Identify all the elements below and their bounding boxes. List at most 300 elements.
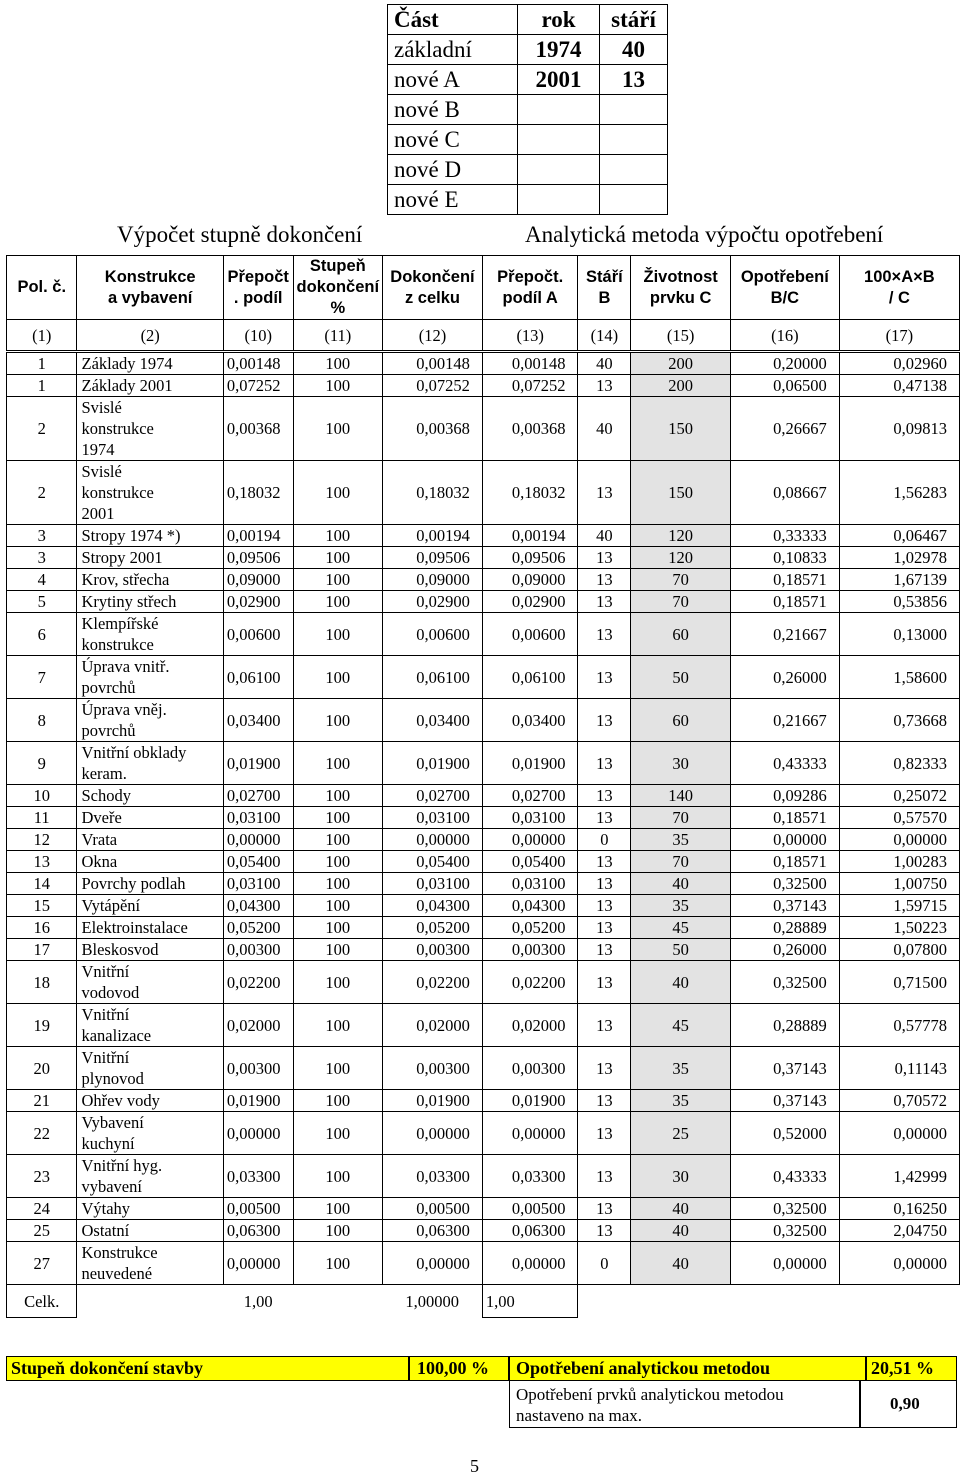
age-b: 13 [578,461,631,525]
item-number: 3 [7,525,77,547]
item-name-line: Povrchy podlah [81,874,186,893]
wear-result: 1,56283 [839,461,959,525]
item-name-line: Ohřev vody [81,1091,160,1110]
wear-ratio: 0,18571 [730,807,839,829]
item-name-line: vodovod [81,983,140,1002]
item-name [77,525,223,547]
share-value: 0,05400 [223,851,293,873]
item-number: 24 [7,1198,77,1220]
completion-percent: 100 [293,1198,383,1220]
age-b: 13 [578,939,631,961]
wear-ratio: 0,00000 [730,829,839,851]
totals-label: Celk. [7,1285,77,1318]
wear-result: 1,00283 [839,851,959,873]
item-name [77,1090,223,1112]
wear-result: 0,07800 [839,939,959,961]
table-row [7,375,960,397]
wear-result: 0,73668 [839,699,959,742]
completion-percent: 100 [293,699,383,742]
age-b: 13 [578,1220,631,1242]
item-number: 25 [7,1220,77,1242]
item-name [77,1004,223,1047]
completion-percent: 100 [293,742,383,785]
table-row [7,1242,960,1285]
share-value: 0,18032 [223,461,293,525]
share-value: 0,05200 [223,917,293,939]
age-b: 13 [578,1004,631,1047]
wear-result: 0,00000 [839,1242,959,1285]
wear-result: 1,42999 [839,1155,959,1198]
age-b: 13 [578,656,631,699]
max-wear-label-1: Opotřebení prvků analytickou metodou [516,1385,784,1404]
item-name-line: Svislé [81,398,122,417]
share-value: 0,00368 [223,397,293,461]
lifetime-c: 70 [631,851,731,873]
share-value: 0,00000 [223,1242,293,1285]
top-cell [518,125,600,155]
column-header-line: . podíl [233,288,283,307]
max-wear-box [509,1381,957,1428]
age-b: 40 [578,352,631,375]
age-b: 13 [578,547,631,569]
table-row [7,742,960,785]
wear-ratio: 0,10833 [730,547,839,569]
table-row [7,1155,960,1198]
completion-total: 0,09506 [383,547,483,569]
completion-total: 0,04300 [383,895,483,917]
item-number: 10 [7,785,77,807]
totals-share-a: 1,00 [482,1285,578,1318]
table-row [7,1220,960,1242]
share-value: 0,03300 [223,1155,293,1198]
top-cell [600,185,668,215]
item-name-line: povrchů [81,721,136,740]
completion-total: 0,06300 [383,1220,483,1242]
column-header-line: Opotřebení [740,267,829,286]
item-number: 1 [7,352,77,375]
completion-percent: 100 [293,961,383,1004]
share-a: 0,03100 [482,807,578,829]
item-number: 4 [7,569,77,591]
item-number: 1 [7,375,77,397]
wear-result: 0,57778 [839,1004,959,1047]
column-header-line: 100×A×B [864,267,935,286]
top-cell [518,155,600,185]
item-number: 21 [7,1090,77,1112]
page-number: 5 [470,1456,479,1476]
parts-year-age-table [387,4,668,215]
completion-total: 0,03100 [383,807,483,829]
completion-total: 0,00500 [383,1198,483,1220]
item-number: 13 [7,851,77,873]
item-name [77,547,223,569]
wear-ratio: 0,32500 [730,1198,839,1220]
top-cell [518,185,600,215]
item-name-line: Vnitřní obklady [81,743,187,762]
top-cell: 2001 [518,65,600,95]
wear-result: 1,02978 [839,547,959,569]
column-number: (1) [7,320,77,352]
wear-result: 1,00750 [839,873,959,895]
wear-ratio: 0,21667 [730,699,839,742]
wear-result: 0,53856 [839,591,959,613]
wear-title: Analytická metoda výpočtu opotřebení [525,222,884,247]
column-header-line: B/C [770,288,800,307]
completion-percent: 100 [293,785,383,807]
item-number: 2 [7,397,77,461]
age-b: 13 [578,1112,631,1155]
table-row [7,591,960,613]
wear-ratio: 0,08667 [730,461,839,525]
lifetime-c: 60 [631,699,731,742]
wear-ratio: 0,20000 [730,352,839,375]
wear-result: 0,82333 [839,742,959,785]
completion-total: 0,07252 [383,375,483,397]
share-a: 0,02900 [482,591,578,613]
table-row [7,547,960,569]
wear-result: 0,02960 [839,352,959,375]
age-b: 40 [578,525,631,547]
item-name-line: konstrukce [81,483,154,502]
column-header [482,256,578,320]
share-value: 0,02000 [223,1004,293,1047]
item-name [77,397,223,461]
totals-row [7,1285,960,1318]
lifetime-c: 45 [631,917,731,939]
item-number: 9 [7,742,77,785]
item-name [77,742,223,785]
column-header [839,256,959,320]
age-b: 13 [578,851,631,873]
completion-percent: 100 [293,547,383,569]
top-header-cell: rok [518,5,600,35]
item-name-line: Vnitřní [81,1048,130,1067]
item-name [77,873,223,895]
share-a: 0,00600 [482,613,578,656]
table-row [7,939,960,961]
top-cell: nové E [388,185,518,215]
wear-ratio: 0,18571 [730,591,839,613]
share-a: 0,09000 [482,569,578,591]
completion-total: 0,05400 [383,851,483,873]
column-header [77,256,223,320]
completion-percent: 100 [293,375,383,397]
age-b: 13 [578,742,631,785]
column-header [383,256,483,320]
completion-percent: 100 [293,1112,383,1155]
item-number: 22 [7,1112,77,1155]
completion-percent: 100 [293,1220,383,1242]
table-row [7,613,960,656]
share-a: 0,00000 [482,829,578,851]
item-name [77,1220,223,1242]
column-number: (14) [578,320,631,352]
max-wear-value: 0,90 [890,1394,920,1413]
top-header-cell: Část [388,5,518,35]
share-value: 0,04300 [223,895,293,917]
wear-result: 0,71500 [839,961,959,1004]
lifetime-c: 70 [631,807,731,829]
completion-percent: 100 [293,1004,383,1047]
column-header [7,256,77,320]
item-name-line: Vnitřní hyg. [81,1156,163,1175]
item-name-line: konstrukce [81,635,154,654]
wear-ratio: 0,00000 [730,1242,839,1285]
column-header-line: Přepočt. [497,267,564,286]
item-number: 3 [7,547,77,569]
item-name-line: Svislé [81,462,122,481]
wear-result: 0,11143 [839,1047,959,1090]
item-number: 11 [7,807,77,829]
lifetime-c: 40 [631,1242,731,1285]
completion-total: 0,01900 [383,742,483,785]
item-name [77,613,223,656]
wear-result: 0,16250 [839,1198,959,1220]
lifetime-c: 25 [631,1112,731,1155]
share-a: 0,02000 [482,1004,578,1047]
item-name [77,699,223,742]
item-name [77,785,223,807]
share-a: 0,00368 [482,397,578,461]
lifetime-c: 60 [631,613,731,656]
share-a: 0,05200 [482,917,578,939]
top-cell [600,125,668,155]
column-number: (16) [730,320,839,352]
completion-total: 0,18032 [383,461,483,525]
share-a: 0,01900 [482,1090,578,1112]
share-a: 0,00300 [482,939,578,961]
share-a: 0,00300 [482,1047,578,1090]
column-number: (12) [383,320,483,352]
item-name-line: Výtahy [81,1199,131,1218]
lifetime-c: 200 [631,375,731,397]
table-row [7,785,960,807]
item-name-line: neuvedené [81,1264,153,1283]
share-value: 0,00600 [223,613,293,656]
lifetime-c: 30 [631,1155,731,1198]
lifetime-c: 40 [631,961,731,1004]
wear-value: 20,51 % [871,1358,934,1378]
item-name-line: Základy 1974 [81,354,173,373]
top-cell: základní [388,35,518,65]
column-header-line: a vybavení [108,288,193,307]
column-header [631,256,731,320]
item-name [77,591,223,613]
table-row [7,352,960,375]
lifetime-c: 70 [631,591,731,613]
completion-total: 0,00368 [383,397,483,461]
wear-ratio: 0,33333 [730,525,839,547]
item-name-line: Okna [81,852,118,871]
column-header-line: Pol. č. [17,278,67,296]
item-name [77,917,223,939]
item-number: 12 [7,829,77,851]
completion-total: 0,01900 [383,1090,483,1112]
column-header-line: Životnost [643,267,718,286]
lifetime-c: 120 [631,525,731,547]
wear-ratio: 0,37143 [730,1090,839,1112]
item-name-line: Dveře [81,808,122,827]
lifetime-c: 50 [631,939,731,961]
item-name-line: konstrukce [81,419,154,438]
completion-percent: 100 [293,807,383,829]
share-value: 0,00000 [223,829,293,851]
lifetime-c: 200 [631,352,731,375]
item-number: 8 [7,699,77,742]
item-number: 7 [7,656,77,699]
item-name [77,656,223,699]
wear-ratio: 0,26667 [730,397,839,461]
column-number-row [7,320,960,352]
item-number: 19 [7,1004,77,1047]
top-row [388,125,668,155]
completion-percent: 100 [293,873,383,895]
share-value: 0,02900 [223,591,293,613]
item-name-line: Krov, střecha [81,570,170,589]
completion-value: 100,00 % [417,1358,489,1378]
wear-ratio: 0,09286 [730,785,839,807]
wear-ratio: 0,43333 [730,1155,839,1198]
column-header [223,256,293,320]
share-a: 0,03400 [482,699,578,742]
column-number: (10) [223,320,293,352]
item-number: 16 [7,917,77,939]
empty-cell [77,1285,223,1318]
wear-ratio: 0,28889 [730,917,839,939]
table-row [7,807,960,829]
table-row [7,851,960,873]
share-value: 0,06300 [223,1220,293,1242]
wear-result: 0,00000 [839,1112,959,1155]
share-a: 0,00148 [482,352,578,375]
empty-cell [293,1285,383,1318]
age-b: 13 [578,1090,631,1112]
table-row [7,917,960,939]
item-name [77,1155,223,1198]
share-value: 0,02700 [223,785,293,807]
item-number: 6 [7,613,77,656]
completion-percent: 100 [293,613,383,656]
table-row [7,895,960,917]
wear-ratio: 0,18571 [730,851,839,873]
item-name-line: Úprava vněj. [81,700,167,719]
wear-label: Opotřebení analytickou metodou [516,1358,771,1378]
completion-total: 0,03100 [383,873,483,895]
wear-result: 0,06467 [839,525,959,547]
share-value: 0,01900 [223,742,293,785]
column-header [578,256,631,320]
age-b: 13 [578,569,631,591]
age-b: 13 [578,873,631,895]
completion-percent: 100 [293,1047,383,1090]
summary-highlight-row [6,1356,957,1381]
share-value: 0,03100 [223,807,293,829]
share-a: 0,09506 [482,547,578,569]
totals-share: 1,00 [243,1291,273,1311]
top-cell: nové A [388,65,518,95]
item-number: 2 [7,461,77,525]
share-value: 0,00300 [223,1047,293,1090]
top-cell: 13 [600,65,668,95]
wear-ratio: 0,06500 [730,375,839,397]
age-b: 13 [578,895,631,917]
completion-percent: 100 [293,1090,383,1112]
top-header-cell: stáří [600,5,668,35]
lifetime-c: 35 [631,829,731,851]
wear-ratio: 0,21667 [730,613,839,656]
item-number: 14 [7,873,77,895]
top-row [388,95,668,125]
completion-total: 0,00600 [383,613,483,656]
completion-percent: 100 [293,1155,383,1198]
wear-ratio: 0,32500 [730,1220,839,1242]
item-name [77,961,223,1004]
completion-percent: 100 [293,656,383,699]
item-name-line: Klempířské [81,614,159,633]
completion-percent: 100 [293,851,383,873]
wear-ratio: 0,26000 [730,656,839,699]
age-b: 40 [578,397,631,461]
share-value: 0,01900 [223,1090,293,1112]
share-a: 0,03100 [482,873,578,895]
completion-percent: 100 [293,917,383,939]
wear-result: 0,70572 [839,1090,959,1112]
column-number: (17) [839,320,959,352]
item-name-line: Stropy 1974 *) [81,526,181,545]
table-row [7,961,960,1004]
completion-total: 0,06100 [383,656,483,699]
completion-percent: 100 [293,397,383,461]
age-b: 13 [578,917,631,939]
share-value: 0,06100 [223,656,293,699]
column-header-line: / C [888,288,910,307]
item-name [77,895,223,917]
completion-total: 0,00000 [383,1242,483,1285]
completion-total: 0,00300 [383,1047,483,1090]
share-value: 0,00300 [223,939,293,961]
share-value: 0,00148 [223,352,293,375]
table-row [7,1004,960,1047]
lifetime-c: 40 [631,873,731,895]
column-header-line: B [598,288,611,307]
column-number: (2) [77,320,223,352]
item-name [77,829,223,851]
age-b: 13 [578,699,631,742]
item-name-line: Vytápění [81,896,141,915]
age-b: 13 [578,591,631,613]
completion-total: 0,00000 [383,829,483,851]
item-number: 17 [7,939,77,961]
wear-result: 1,59715 [839,895,959,917]
age-b: 13 [578,1155,631,1198]
age-b: 13 [578,613,631,656]
item-number: 27 [7,1242,77,1285]
wear-result: 0,25072 [839,785,959,807]
item-name [77,851,223,873]
lifetime-c: 50 [631,656,731,699]
max-wear-label-2: nastaveno na max. [516,1406,643,1425]
completion-total: 0,03400 [383,699,483,742]
share-value: 0,07252 [223,375,293,397]
lifetime-c: 35 [631,1047,731,1090]
wear-ratio: 0,52000 [730,1112,839,1155]
wear-ratio: 0,28889 [730,1004,839,1047]
table-row [7,569,960,591]
item-name [77,352,223,375]
completion-percent: 100 [293,352,383,375]
share-a: 0,06100 [482,656,578,699]
completion-total: 0,00194 [383,525,483,547]
